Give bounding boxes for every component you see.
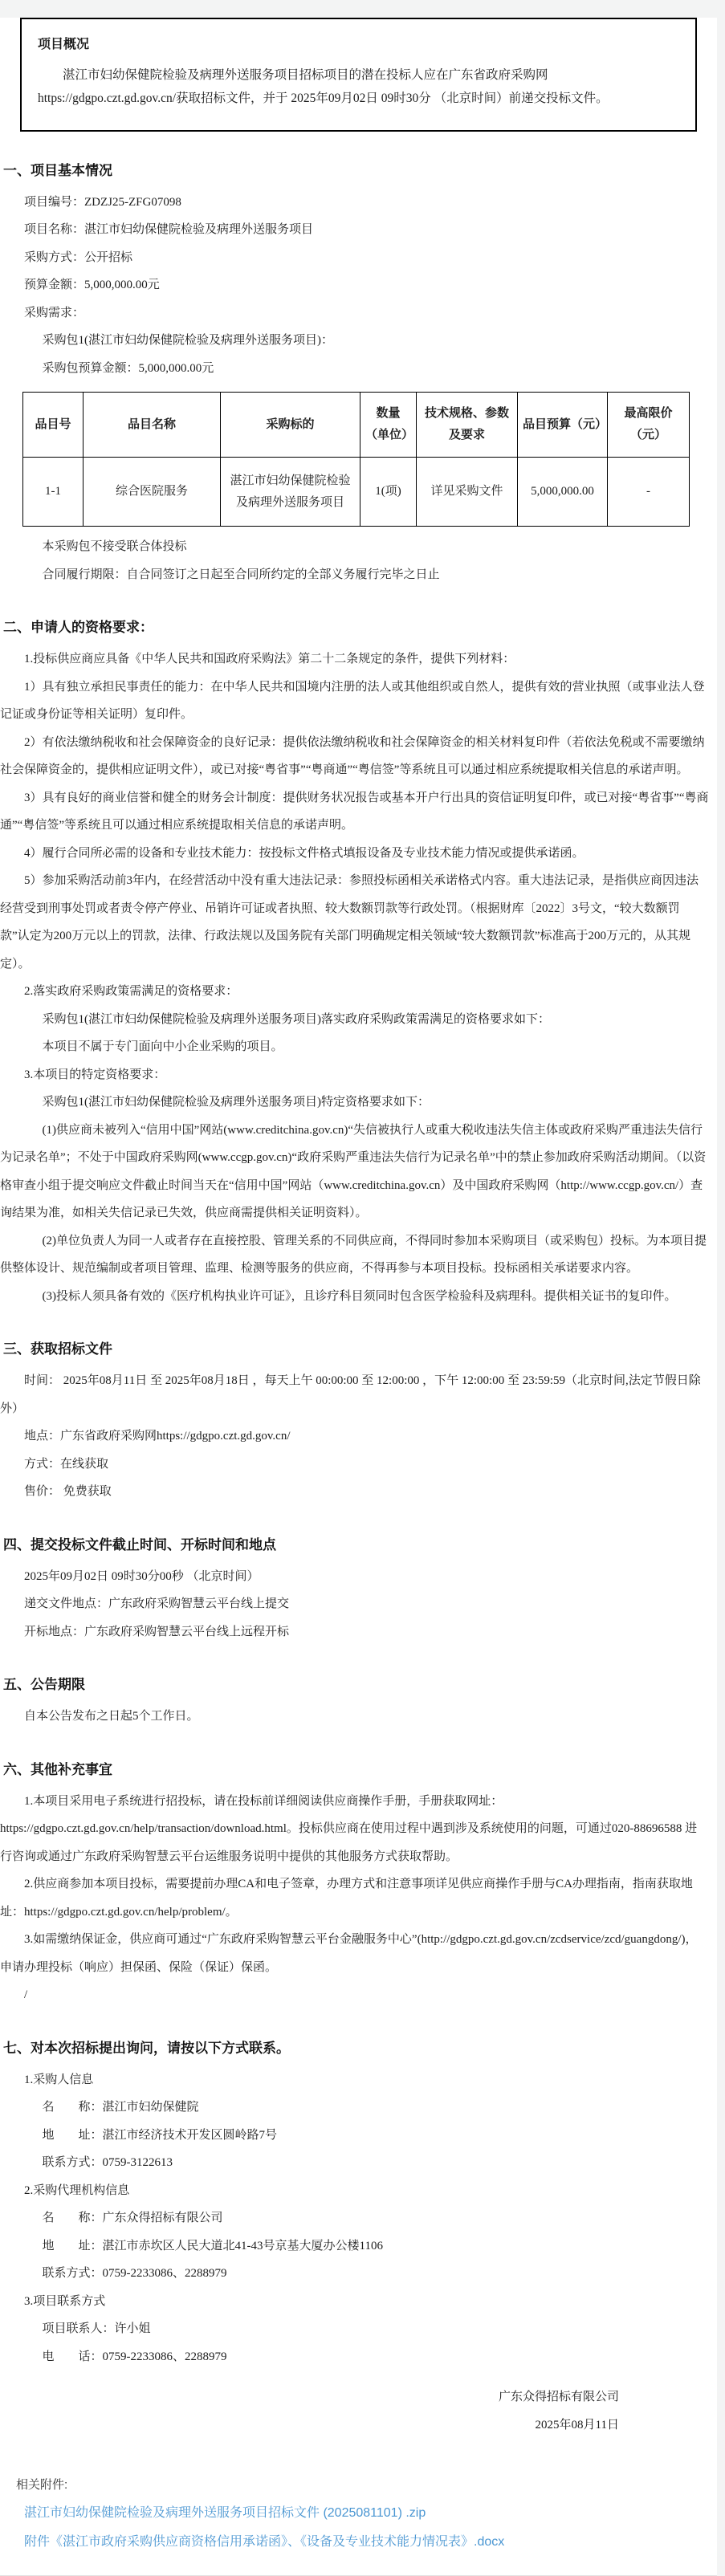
obtain-time-line: 时间： 2025年08月11日 至 2025年08月18日 ，每天上午 00:00:00 至 12:00:00 ，下午 12:00:00 至 23:59:59（北京时间,法定节假日除外）	[0, 1374, 701, 1415]
cell-item-name: 综合医院服务	[83, 458, 221, 527]
obtain-price-line: 售价： 免费获取	[24, 1485, 112, 1499]
section-5-heading: 五、公告期限	[3, 1677, 85, 1693]
project-number-line: 项目编号：ZDZJ25-ZFG07098	[24, 195, 181, 209]
signature-block	[0, 2383, 709, 2439]
agency-info-heading: 2.采购代理机构信息	[24, 2183, 130, 2197]
demand-label: 采购需求：	[24, 306, 85, 319]
qualification-paragraph: (3)投标人须具备有效的《医疗机构执业许可证》，且诊疗科目须同时包含医学检验科及病理科。提供相关证书的复印件。	[42, 1289, 677, 1303]
supplement-paragraph: 2.供应商参加本项目投标，需要提前办理CA和电子签章，办理方式和注意事项详见供应商操作手册与CA办理指南，指南获取地址：https://gdgpo.czt.gd.gov.cn/help/problem/。	[0, 1878, 693, 1919]
deadline-line: 2025年09月02日 09时30分00秒 （北京时间）	[24, 1569, 259, 1583]
section-4-heading: 四、提交投标文件截止时间、开标时间和地点	[3, 1536, 276, 1553]
cell-item-budget: 5,000,000.00	[518, 458, 608, 527]
th-quantity: 数量（单位）	[360, 393, 417, 458]
project-overview-box	[20, 18, 697, 132]
qualification-paragraph: (2)单位负责人为同一人或者存在直接控股、管理关系的不同供应商，不得同时参加本采购项目（或采购包）投标。为本项目提供整体设计、规范编制或者项目管理、监理、检测等服务的供应商，不得再参与本项目投标。投标函相关承诺要求内容。	[0, 1234, 707, 1276]
section-7-heading: 七、对本次招标提出询问，请按以下方式联系。	[3, 2040, 290, 2056]
project-name-line: 项目名称：湛江市妇幼保健院检验及病理外送服务项目	[24, 223, 314, 237]
budget-line: 预算金额：5,000,000.00元	[24, 279, 160, 292]
cell-item-no: 1-1	[23, 458, 83, 527]
th-item-budget: 品目预算（元）	[518, 393, 608, 458]
qualification-paragraph: 采购包1(湛江市妇幼保健院检验及病理外送服务项目)特定资格要求如下：	[42, 1096, 430, 1109]
table-header-row	[23, 393, 690, 458]
overview-title: 项目概况	[38, 38, 90, 51]
supplement-paragraph: 1.本项目采用电子系统进行招投标，请在投标前详细阅读供应商操作手册，手册获取网址：https://gdgpo.czt.gd.gov.cn/help/transaction/download.html。投标供应商在使用过程中遇到涉及系统使用的问题，可通过020-88696588 进行咨询或通过广东政府采购智慧云平台运维服务说明中提供的其他服务方式获取帮助。	[0, 1794, 698, 1863]
project-contact-line: 项目联系人：许小姐	[42, 2322, 151, 2336]
section-1-heading: 一、项目基本情况	[3, 162, 112, 178]
qualification-paragraph: 4）履行合同所必需的设备和专业技术能力：按投标文件格式填报设备及专业技术能力情况或提供承诺函。	[24, 846, 584, 860]
attachments-section	[0, 2476, 717, 2560]
package-line: 采购包1(湛江市妇幼保健院检验及病理外送服务项目)：	[42, 334, 333, 348]
announcement-body	[0, 159, 717, 2440]
attachment-link-zip[interactable]: 湛江市妇幼保健院检验及病理外送服务项目招标文件 (2025081101) .zip	[24, 2506, 426, 2521]
qualification-paragraph: 1.投标供应商应具备《中华人民共和国政府采购法》第二十二条规定的条件，提供下列材料：	[24, 653, 515, 666]
cell-spec: 详见采购文件	[417, 458, 518, 527]
agency-tel-line: 联系方式：0759-2233086、2288979	[42, 2267, 227, 2281]
section-2-heading: 二、申请人的资格要求：	[3, 620, 153, 636]
procurement-method-line: 采购方式：公开招标	[24, 250, 133, 264]
th-item-name: 品目名称	[83, 393, 221, 458]
contract-period-line: 合同履行期限：自合同签订之日起至合同所约定的全部义务履行完毕之日止	[42, 568, 440, 581]
project-tel-line: 电 话：0759-2233086、2288979	[42, 2350, 227, 2363]
cell-subject: 湛江市妇幼保健院检验及病理外送服务项目	[221, 458, 360, 527]
agency-name-line: 名 称：广东众得招标有限公司	[42, 2212, 223, 2225]
items-table-wrap	[22, 392, 709, 527]
qualification-paragraph: 1）具有独立承担民事责任的能力：在中华人民共和国境内注册的法人或其他组织或自然人，提供有效的营业执照（或事业法人登记证或身份证等相关证明）复印件。	[0, 680, 705, 722]
th-subject: 采购标的	[221, 393, 360, 458]
signature-date: 2025年08月11日	[535, 2418, 619, 2432]
attachment-link-docx[interactable]: 附件《湛江市政府采购供应商资格信用承诺函》、《设备及专业技术能力情况表》.docx	[24, 2534, 505, 2549]
purchaser-info-heading: 1.采购人信息	[24, 2073, 94, 2086]
notice-period-line: 自本公告发布之日起5个工作日。	[24, 1710, 199, 1723]
obtain-method-line: 方式：在线获取	[24, 1457, 109, 1471]
purchaser-address-line: 地 址：湛江市经济技术开发区圆岭路7号	[42, 2128, 278, 2142]
qualification-paragraph: 3）具有良好的商业信誉和健全的财务会计制度：提供财务状况报告或基本开户行出具的资信证明复印件，或已对接“粤省事”“粤商通”“粤信签”等系统且可以通过相应系统提取相关信息的承诺声明。	[0, 791, 709, 832]
signature-company: 广东众得招标有限公司	[498, 2391, 619, 2404]
attachments-label: 相关附件:	[16, 2478, 68, 2493]
section-6-heading: 六、其他补充事宜	[3, 1761, 112, 1777]
qualification-paragraph: 5）参加采购活动前3年内，在经营活动中没有重大违法记录：参照投标函相关承诺格式内容。重大违法记录，是指供应商因违法经营受到刑事处罚或者责令停产停业、吊销许可证或者执照、较大数额罚款等行政处罚。（根据财库〔2022〕3号文，“较大数额罚款”认定为200万元以上的罚款，法律、行政法规以及国务院有关部门明确规定相关领域“较大数额罚款”标准高于200万元的，从其规定）。	[0, 874, 699, 971]
qualification-paragraph: (1)供应商未被列入“信用中国”网站(www.creditchina.gov.cn)“失信被执行人或重大税收违法失信主体或政府采购严重违法失信行为记录名单”；不处于中国政府采购网(www.ccgp.gov.cn)“政府采购严重违法失信行为记录名单”中的禁止参加政府采购活动期间。（以资格审查小组于提交响应文件截止时间当天在“信用中国”网站（www.creditchina.gov.cn）及中国政府采购网（http://www.ccgp.gov.cn/）查询结果为准，如相关失信记录已失效，供应商需提供相关证明资料）。	[0, 1123, 707, 1220]
qualification-paragraph: 2）有依法缴纳税收和社会保障资金的良好记录：提供依法缴纳税收和社会保障资金的相关材料复印件（若依法免税或不需要缴纳社会保障资金的，提供相应证明文件），或已对接“粤省事”“粤商通”“粤信签”等系统且可以通过相应系统提取相关信息的承诺声明。	[0, 735, 705, 777]
qualification-paragraph: 2.落实政府采购政策需满足的资格要求：	[24, 985, 238, 999]
open-place-line: 开标地点：广东政府采购智慧云平台线上远程开标	[24, 1625, 290, 1638]
items-table	[22, 392, 690, 527]
package-budget-line: 采购包预算金额：5,000,000.00元	[42, 361, 214, 375]
purchaser-tel-line: 联系方式：0759-3122613	[42, 2156, 173, 2170]
cell-max-price: -	[608, 458, 690, 527]
qualification-paragraph: 采购包1(湛江市妇幼保健院检验及病理外送服务项目)落实政府采购政策需满足的资格要求如下：	[42, 1012, 550, 1026]
qualification-paragraph: 本项目不属于专门面向中小企业采购的项目。	[42, 1040, 283, 1054]
agency-address-line: 地 址：湛江市赤坎区人民大道北41-43号京基大厦办公楼1106	[42, 2239, 383, 2252]
obtain-place-line: 地点：广东省政府采购网https://gdgpo.czt.gd.gov.cn/	[24, 1430, 291, 1443]
section-3-heading: 三、获取招标文件	[3, 1341, 112, 1357]
announcement-page	[0, 18, 717, 2576]
overview-text: 湛江市妇幼保健院检验及病理外送服务项目招标项目的潜在投标人应在广东省政府采购网https://gdgpo.czt.gd.gov.cn/获取招标文件，并于 2025年09月02日 09时30分 （北京时间）前递交投标文件。	[38, 68, 609, 106]
project-contact-heading: 3.项目联系方式	[24, 2294, 106, 2308]
qualification-paragraph: 3.本项目的特定资格要求：	[24, 1068, 166, 1081]
th-spec: 技术规格、参数及要求	[417, 393, 518, 458]
table-row	[23, 458, 690, 527]
th-item-no: 品目号	[23, 393, 83, 458]
th-max-price: 最高限价（元）	[608, 393, 690, 458]
no-consortium-note: 本采购包不接受联合体投标	[42, 540, 187, 554]
cell-quantity: 1(项)	[360, 458, 417, 527]
purchaser-name-line: 名 称：湛江市妇幼保健院	[42, 2101, 199, 2114]
submit-place-line: 递交文件地点：广东政府采购智慧云平台线上提交	[24, 1597, 290, 1611]
supplement-paragraph: /	[24, 1988, 28, 2002]
supplement-paragraph: 3.如需缴纳保证金，供应商可通过“广东政府采购智慧云平台金融服务中心”(http://gdgpo.czt.gd.gov.cn/zcdservice/zcd/guangdong/)，申请办理投标（响应）担保函、保险（保证）保函。	[0, 1933, 698, 1974]
